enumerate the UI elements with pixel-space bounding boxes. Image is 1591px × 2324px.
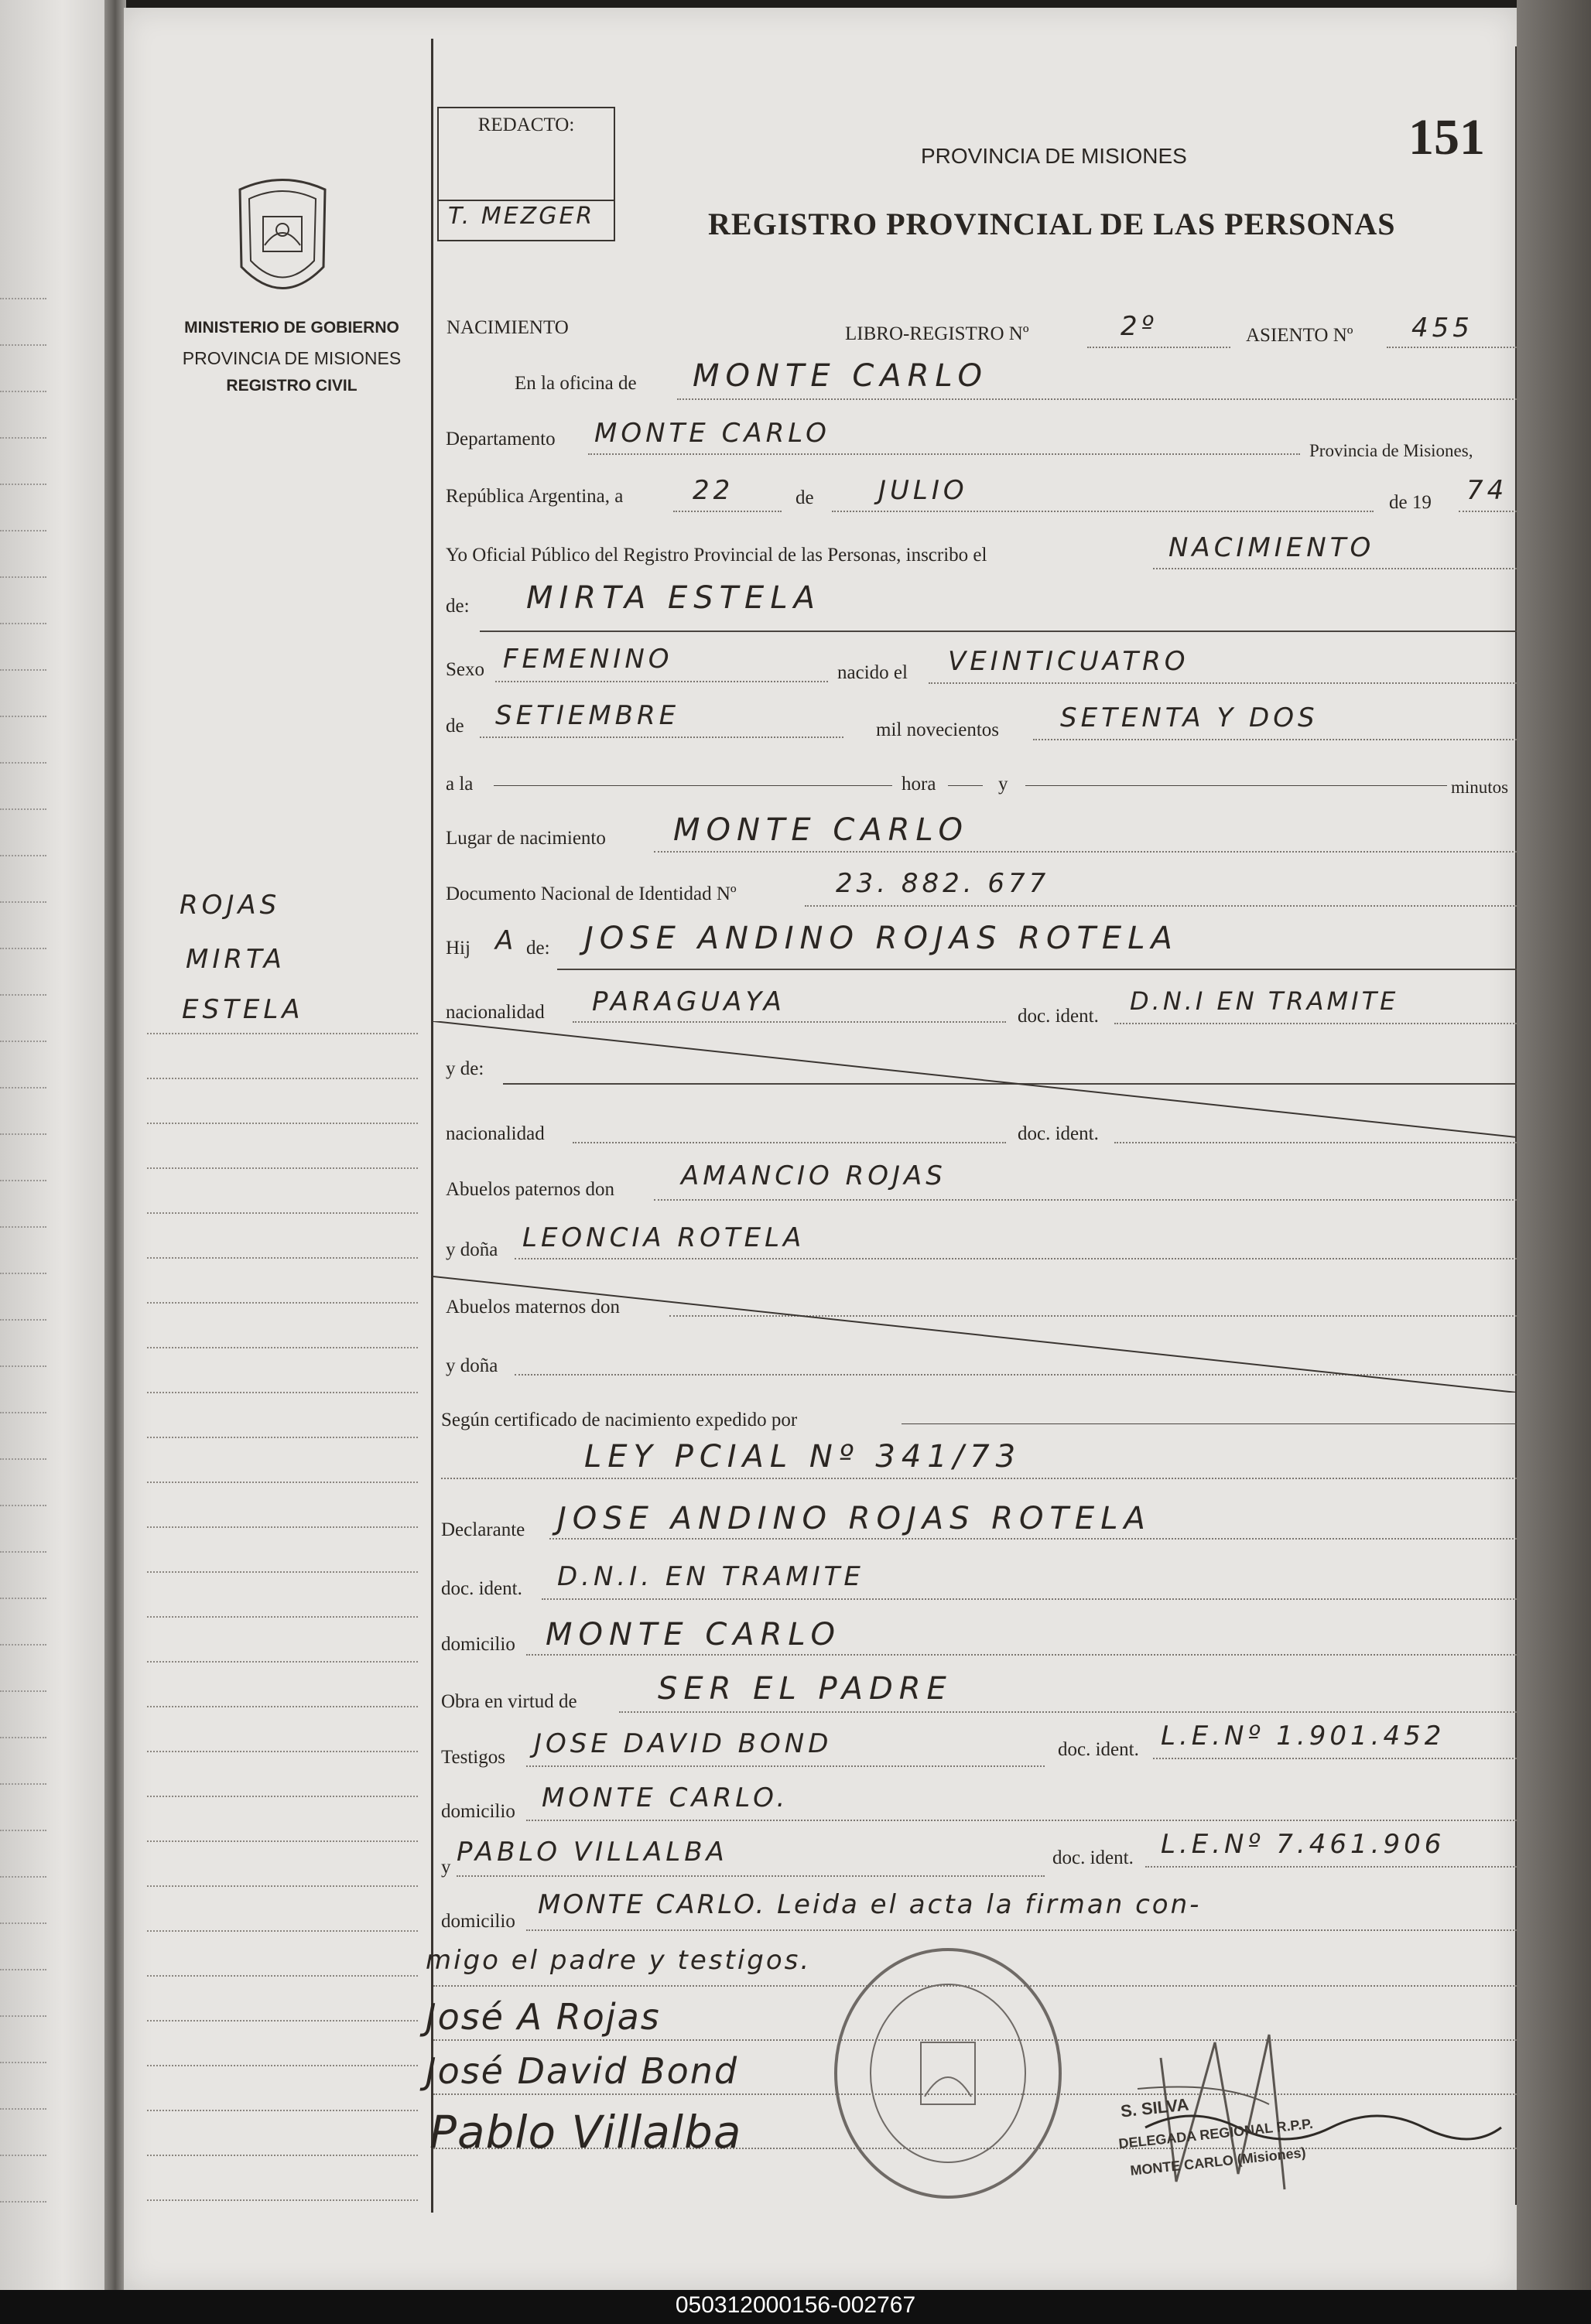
mother-doc-label: doc. ident. [1018, 1123, 1099, 1144]
year-line [1459, 511, 1517, 512]
domicilio-value: MONTE CARLO [546, 1617, 841, 1652]
lugar-value: MONTE CARLO [673, 812, 969, 848]
father-doc-label: doc. ident. [1018, 1006, 1099, 1027]
domicilio3-label: domicilio [441, 1911, 515, 1932]
abuela-pat-value: LEONCIA ROTELA [522, 1222, 806, 1253]
oficina-value: MONTE CARLO [693, 358, 988, 394]
header-province: PROVINCIA DE MISIONES [921, 144, 1187, 168]
minutos-line [1025, 785, 1447, 786]
father-value: JOSE ANDINO ROJAS ROTELA [584, 921, 1179, 956]
margin-ruling-line [147, 2065, 418, 2066]
testigo1-doc-label: doc. ident. [1058, 1739, 1139, 1760]
facing-page-ruling-line [0, 1365, 46, 1367]
lugar-label: Lugar de nacimiento [446, 828, 606, 849]
mil-label: mil novecientos [876, 719, 999, 740]
margin-note-second: ESTELA [182, 994, 304, 1025]
facing-page-ruling-line [0, 2015, 46, 2017]
signature-witness2: Pablo Villalba [429, 2106, 742, 2158]
hij-label: Hij [446, 938, 470, 959]
dni-line [805, 905, 1517, 907]
facing-page-ruling-line [0, 808, 46, 810]
facing-page-ruling-line [0, 1876, 46, 1878]
testigo2-dom-line [526, 1929, 1517, 1931]
sexo-label: Sexo [446, 659, 484, 680]
facing-page-ruling-line [0, 1644, 46, 1646]
margin-ruling-line [147, 1840, 418, 1842]
testigo1-dom-line [526, 1820, 1517, 1821]
facing-page-ruling-line [0, 391, 46, 392]
margin-ruling-line [147, 1706, 418, 1707]
facing-page-ruling-line [0, 1319, 46, 1321]
facing-page-ruling-line [0, 1830, 46, 1831]
redacto-rule [439, 200, 614, 201]
margin-ruling-line [147, 1526, 418, 1528]
month-line [832, 511, 1374, 512]
facing-page-ruling-line [0, 2108, 46, 2110]
provincia-label: Provincia de Misiones, [1309, 441, 1473, 460]
facing-page-ruling-line [0, 1458, 46, 1460]
segun-line [902, 1423, 1517, 1424]
dni-value: 23. 882. 677 [836, 868, 1050, 899]
nacido-label: nacido el [837, 662, 908, 683]
margin-ruling-line [147, 1033, 418, 1034]
minutos-label: minutos [1451, 778, 1509, 797]
abuelos-pat-label: Abuelos paternos don [446, 1179, 615, 1200]
facing-page-ruling-line [0, 1969, 46, 1970]
testigo1-doc-line [1153, 1758, 1517, 1759]
facing-page-ruling-line [0, 948, 46, 949]
testigo2-line [457, 1875, 1045, 1877]
margin-ruling-line [147, 2020, 418, 2022]
ydona2-label: y doña [446, 1355, 498, 1376]
libro-line [1087, 347, 1230, 348]
facing-page-ruling-line [0, 1922, 46, 1924]
margin-ruling-line [147, 1975, 418, 1977]
testigo1-dom-value: MONTE CARLO. [542, 1782, 789, 1813]
sexo-line [495, 681, 828, 682]
facing-page-ruling-line [0, 1737, 46, 1738]
month-value: JULIO [878, 475, 968, 506]
father-line [557, 969, 1517, 970]
signature-witness1: José David Bond [426, 2050, 739, 2092]
mother-label: y de: [446, 1058, 484, 1079]
header-registry: REGISTRO PROVINCIAL DE LAS PERSONAS [708, 207, 1396, 241]
testigo2-doc-label: doc. ident. [1052, 1847, 1134, 1868]
father-nat-value: PARAGUAYA [592, 986, 785, 1017]
facing-page-ruling-line [0, 2155, 46, 2156]
hora-label: hora [902, 774, 936, 795]
lugar-line [654, 851, 1517, 853]
yo-label: Yo Oficial Público del Registro Provincial de las Personas, inscribo el [446, 545, 987, 566]
day-value: 22 [693, 475, 734, 506]
segun-label: Según certificado de nacimiento expedido por [441, 1410, 798, 1430]
nacido-line [929, 682, 1517, 684]
declarante-doc-label: doc. ident. [441, 1578, 522, 1599]
name-de-label: de: [446, 596, 470, 617]
y-label: y [998, 774, 1008, 795]
margin-ruling-line [147, 1616, 418, 1618]
facing-page [0, 0, 104, 2290]
month-de-label: de [796, 487, 814, 508]
facing-page-ruling-line [0, 576, 46, 578]
facing-page-ruling-line [0, 1598, 46, 1599]
ala-label: a la [446, 774, 474, 795]
ministry-line1: MINISTERIO DE GOBIERNO [184, 319, 399, 337]
departamento-value: MONTE CARLO [594, 418, 830, 449]
birth-month-value: SETIEMBRE [495, 700, 680, 731]
margin-ruling-line [147, 1257, 418, 1259]
declarante-doc-value: D.N.I. EN TRAMITE [557, 1561, 864, 1592]
margin-ruling-line [147, 1123, 418, 1124]
page-number: 151 [1408, 109, 1485, 166]
birth-month-de-label: de [446, 716, 464, 737]
margin-ruling-line [147, 1571, 418, 1573]
libro-value: 2º [1121, 311, 1158, 342]
declarante-doc-line [542, 1598, 1517, 1600]
year-prefix: de 19 [1389, 492, 1432, 513]
facing-page-ruling-line [0, 1551, 46, 1553]
margin-ruling-line [147, 1930, 418, 1932]
oficina-line [677, 398, 1517, 400]
ley-line [441, 1478, 1517, 1479]
facing-page-ruling-line [0, 2201, 46, 2203]
facing-page-ruling-line [0, 484, 46, 485]
margin-ruling-line [147, 2110, 418, 2111]
abuelos-mat-label: Abuelos maternos don [446, 1297, 620, 1318]
registry-stamp-icon [828, 1942, 1068, 2205]
closing-value: migo el padre y testigos. [426, 1945, 812, 1976]
libro-label: LIBRO-REGISTRO Nº [845, 323, 1029, 344]
margin-ruling-line [147, 1212, 418, 1214]
hij-de-label: de: [526, 938, 550, 959]
domicilio2-label: domicilio [441, 1801, 515, 1822]
domicilio-label: domicilio [441, 1634, 515, 1655]
declarante-line [549, 1538, 1517, 1540]
facing-page-ruling-line [0, 1087, 46, 1089]
abuelo-pat-value: AMANCIO ROJAS [681, 1160, 946, 1191]
name-value: MIRTA ESTELA [526, 580, 821, 616]
hij-suffix: A [495, 925, 518, 956]
margin-ruling-line [147, 2155, 418, 2156]
day-line [673, 511, 782, 512]
facing-page-ruling-line [0, 2062, 46, 2063]
margin-ruling-line [147, 1885, 418, 1887]
margin-ruling-line [147, 2199, 418, 2201]
hora-dash [948, 785, 983, 786]
testigo2-doc-value: L.E.Nº 7.461.906 [1161, 1829, 1446, 1860]
official-stamp-place: MONTE CARLO (Misiones) [1129, 2145, 1307, 2179]
birth-year-line [1033, 739, 1517, 740]
testigo1-doc-value: L.E.Nº 1.901.452 [1161, 1721, 1446, 1752]
facing-page-ruling-line [0, 1412, 46, 1413]
birth-month-line [480, 737, 843, 738]
ley-value: LEY PCIAL Nº 341/73 [584, 1439, 1022, 1475]
father-nat-label: nacionalidad [446, 1002, 545, 1023]
testigos-label: Testigos [441, 1747, 505, 1768]
crossout-lines [433, 1021, 1517, 1393]
ydona-label: y doña [446, 1239, 498, 1260]
margin-ruling-line [147, 1796, 418, 1797]
testigo2-doc-line [1145, 1866, 1517, 1868]
facing-page-ruling-line [0, 344, 46, 346]
margin-ruling-line [147, 1751, 418, 1752]
obra-value: SER EL PADRE [658, 1671, 953, 1707]
margin-note-first: MIRTA [186, 944, 286, 975]
testigo2-value: PABLO VILLALBA [457, 1837, 728, 1868]
departamento-label: Departamento [446, 429, 556, 449]
margin-ruling-line [147, 1167, 418, 1169]
domicilio-line [526, 1654, 1517, 1656]
sexo-value: FEMENINO [503, 644, 673, 675]
dni-label: Documento Nacional de Identidad Nº [446, 883, 737, 904]
type-label: NACIMIENTO [447, 317, 569, 338]
margin-ruling-line [147, 1078, 418, 1079]
year-value: 74 [1466, 475, 1508, 506]
margin-ruling-line [147, 1392, 418, 1393]
facing-page-ruling-line [0, 901, 46, 903]
facing-page-ruling-line [0, 1273, 46, 1274]
republica-label: República Argentina, a [446, 486, 624, 507]
testigo1-line [526, 1765, 1045, 1767]
declarante-value: JOSE ANDINO ROJAS ROTELA [557, 1501, 1151, 1536]
asiento-line [1387, 347, 1517, 348]
facing-page-ruling-line [0, 762, 46, 764]
testigo2-dom-value: MONTE CARLO. Leida el acta la firman con- [538, 1889, 1202, 1920]
oficina-label: En la oficina de [515, 373, 637, 394]
testigo1-value: JOSE DAVID BOND [534, 1728, 833, 1759]
facing-page-ruling-line [0, 1226, 46, 1228]
facing-page-ruling-line [0, 855, 46, 856]
declarante-label: Declarante [441, 1519, 525, 1540]
official-stamp-name: S. SILVA [1119, 2094, 1190, 2121]
father-doc-value: D.N.I EN TRAMITE [1130, 986, 1399, 1016]
obra-line [619, 1711, 1517, 1713]
book-edge [1517, 0, 1591, 2290]
margin-ruling-line [147, 1437, 418, 1438]
asiento-value: 455 [1411, 313, 1473, 343]
asiento-label: ASIENTO Nº [1246, 325, 1353, 346]
birth-year-value: SETENTA Y DOS [1060, 702, 1319, 733]
margin-ruling-line [147, 1482, 418, 1483]
official-stamp-title: DELEGADA REGIONAL R.P.P. [1117, 2115, 1314, 2152]
inscribo-value: NACIMIENTO [1168, 532, 1375, 563]
margin-ruling-line [147, 1661, 418, 1663]
hora-line [494, 785, 892, 786]
nacido-value: VEINTICUATRO [948, 646, 1189, 677]
footer-id: 050312000156-002767 [675, 2292, 916, 2318]
facing-page-ruling-line [0, 530, 46, 531]
ministry-line3: REGISTRO CIVIL [226, 377, 358, 395]
margin-note-surname: ROJAS [180, 890, 281, 921]
facing-page-ruling-line [0, 1690, 46, 1692]
facing-page-ruling-line [0, 437, 46, 439]
facing-page-ruling-line [0, 1505, 46, 1506]
ministry-line2: PROVINCIA DE MISIONES [182, 348, 402, 368]
departamento-line [588, 453, 1300, 455]
signature-father: José A Rojas [426, 1996, 661, 2038]
redacto-box [437, 107, 615, 241]
facing-page-ruling-line [0, 994, 46, 996]
margin-ruling-line [147, 1347, 418, 1348]
redacto-label: REDACTO: [477, 114, 575, 135]
y2-label: y [441, 1857, 451, 1878]
book-gutter [104, 0, 126, 2290]
facing-page-ruling-line [0, 1783, 46, 1785]
facing-page-ruling-line [0, 1041, 46, 1042]
obra-label: Obra en virtud de [441, 1691, 577, 1712]
redacto-name: T. MEZGER [448, 203, 595, 230]
inscribo-line [1153, 568, 1517, 569]
ministry-seal-icon [232, 174, 333, 302]
facing-page-ruling-line [0, 623, 46, 624]
facing-page-ruling-line [0, 1133, 46, 1135]
facing-page-ruling-line [0, 669, 46, 671]
facing-page-ruling-line [0, 1180, 46, 1181]
mother-nat-label: nacionalidad [446, 1123, 545, 1144]
margin-ruling-line [147, 1302, 418, 1304]
facing-page-ruling-line [0, 298, 46, 299]
facing-page-ruling-line [0, 716, 46, 717]
name-line [480, 631, 1517, 632]
